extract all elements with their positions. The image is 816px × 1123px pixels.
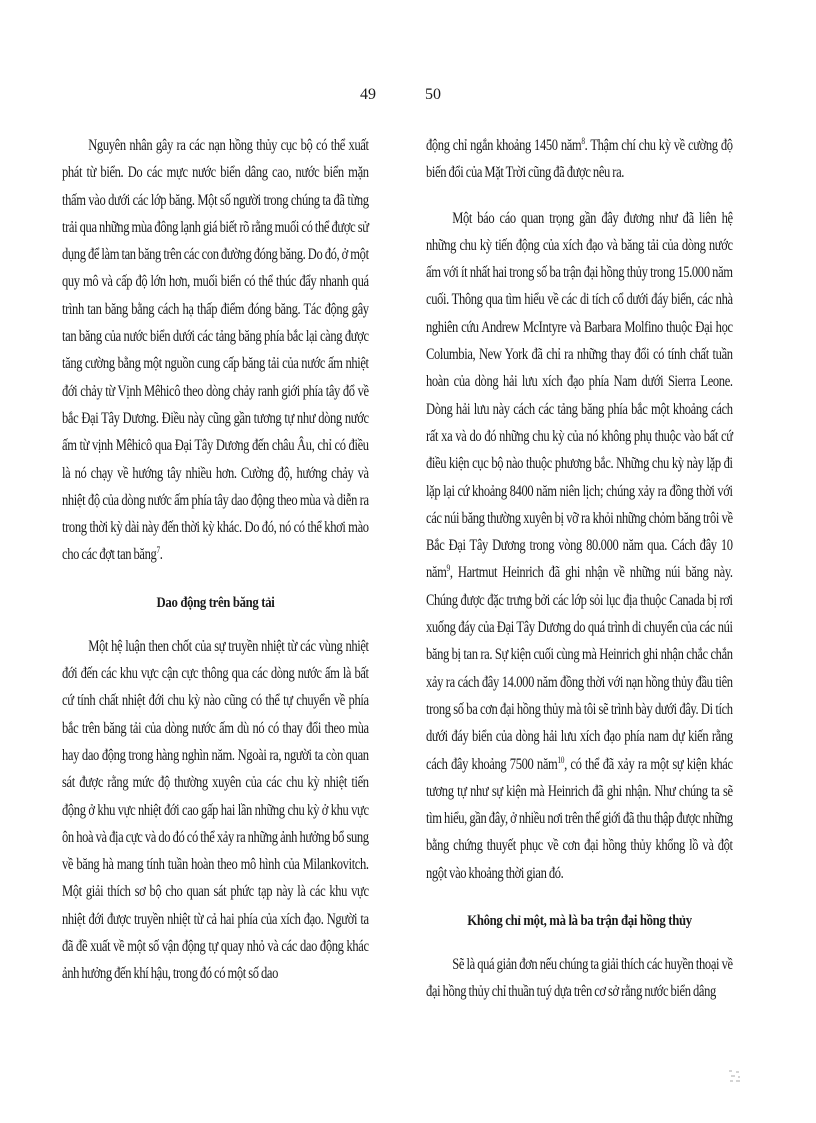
left-paragraph-1: Nguyên nhân gây ra các nạn hồng thủy cục bộ có thể xuất phát từ biển. Do các mực nước biển dâng cao, nước biển mặn thấm vào dưới các lớp băng. Một số người trong chúng ta đã từng trải qua những mùa đông lạnh giá biết rõ rằng muối có thể được sử dụng để làm tan băng trên các con đường đóng băng. Do đó, ở một quy mô và cấp độ lớn hơn, muối biển có thể thúc đẩy nhanh quá trình tan băng bằng cách hạ thấp điểm đóng băng. Tác động gây tan băng của nước biển dưới các tảng băng phía bắc lại càng được tăng cường bằng một nguồn cung cấp băng tải của nước ấm nhiệt đới chảy từ Vịnh Mêhicô theo dòng chảy ranh giới phía tây đổ về bắc Đại Tây Dương. Điều này cũng gần tương tự như dòng nước ấm từ vịnh Mêhicô qua Đại Tây Dương đến châu Âu, chỉ có điều là nó chạy về hướng tây nhiều hơn. Cường độ, hướng chảy và nhiệt độ của dòng nước ấm phía tây dao động theo mùa và diễn ra trong thời kỳ dài này đến thời kỳ khác. Do đó, nó có thể khơi mào cho các đợt tan băng$^7$. [62, 137, 369, 564]
page-number-left: 49 [360, 86, 376, 103]
section-heading-conveyor: Dao động trên băng tải [156, 594, 275, 611]
right-paragraph-2: Một báo cáo quan trọng gần đây đương như đã liên hệ những chu kỳ tiến động của xích đạo và băng tải của dòng nước ấm với ít nhất hai trong số ba trận đại hồng thủy trong 15.000 năm cuối. Thông qua tìm hiểu về các di tích cổ dưới đáy biển, các nhà nghiên cứu Andrew McIntyre và Barbara Molfino thuộc Đại học Columbia, New York đã chỉ ra những thay đổi có tính chất tuần hoàn của dòng hải lưu xích đạo phía Nam dưới Sierra Leone. Dòng hải lưu này cách các tảng băng phía bắc một khoảng cách rất xa và do đó những chu kỳ của nó không phụ thuộc vào bất cứ điều kiện cục bộ nào thuộc phương bắc. Những chu kỳ này lặp đi lặp lại cứ khoảng 8400 năm niên lịch; chúng xảy ra đồng thời với các núi băng thường xuyên bị vỡ ra khỏi những chỏm băng trôi về Bắc Đại Tây Dương trong vòng 80.000 năm qua. Cách đây 10 năm$^9$, Hartmut Heinrich đã ghi nhận về những núi băng này. Chúng được đặc trưng bởi các lớp sỏi lục địa thuộc Canada bị rơi xuống đáy của Đại Tây Dương do quá trình di chuyển của các núi băng bị tan ra. Sự kiện cuối cùng mà Heinrich ghi nhận chắc chắn xảy ra cách đây 14.000 năm đồng thời với nạn hồng thủy đầu tiên trong số ba cơn đại hồng thủy mà tôi sẽ trình bày dưới đây. Di tích dưới đáy biển của dòng hải lưu xích đạo phía nam dự kiến rằng cách đây khoảng 7500 năm$^{10}$, có thể đã xảy ra một sự kiện khác tương tự như sự kiện mà Heinrich đã ghi nhận. Như chúng ta sẽ tìm hiểu, gần đây, ở nhiều nơi trên thế giới đã thu thập được những bằng chứng thuyết phục về cơn đại hồng thủy khổng lồ và đột ngột vào khoảng thời gian đó. [426, 209, 733, 882]
left-column [62, 132, 369, 988]
right-paragraph-3: Sẽ là quá giản đơn nếu chúng ta giải thích các huyền thoại về đại hồng thủy chỉ thuần tuý dựa trên cơ sở rằng nước biển dâng [426, 956, 733, 1001]
footnote-ref-8: 8 [581, 135, 585, 146]
footnote-ref-10: 10 [557, 754, 565, 765]
right-paragraph-1: động chỉ ngắn khoảng 1450 năm$^8$. Thậm chí chu kỳ về cường độ biến đổi của Mặt Trời cũng đã được nêu ra. [426, 135, 733, 182]
scan-mark-icon [727, 1068, 743, 1084]
section-heading-three-floods: Không chỉ một, mà là ba trận đại hồng thủy [467, 913, 692, 930]
footnote-ref-7: 7 [156, 545, 160, 556]
left-paragraph-2: Một hệ luận then chốt của sự truyền nhiệt từ các vùng nhiệt đới đến các khu vực cận cực thông qua các dòng nước ấm là bất cứ tính chất nhiệt đới chu kỳ nào cũng có thể tự chuyển về phía bắc trên băng tải của dòng nước ấm dù nó có thay đổi theo mùa hay dao động trong hàng nghìn năm. Ngoài ra, người ta còn quan sát được rằng mức độ thường xuyên của các chu kỳ nhiệt tiến động ở khu vực nhiệt đới cao gấp hai lần những chu kỳ ở khu vực ôn hoà và địa cực và do đó có thể xảy ra những ảnh hưởng bổ sung về băng hà mang tính tuần hoàn theo mô hình của Milankovitch. Một giải thích sơ bộ cho quan sát phức tạp này là các khu vực nhiệt đới được truyền nhiệt từ cả hai phía của xích đạo. Người ta đã đề xuất về một số vận động tự quay nhỏ và các dao động khác ảnh hưởng đến khí hậu, trong đó có một số dao [62, 637, 369, 983]
page-number-right: 50 [425, 86, 441, 103]
footnote-ref-9: 9 [446, 563, 450, 574]
right-column [426, 132, 733, 1006]
